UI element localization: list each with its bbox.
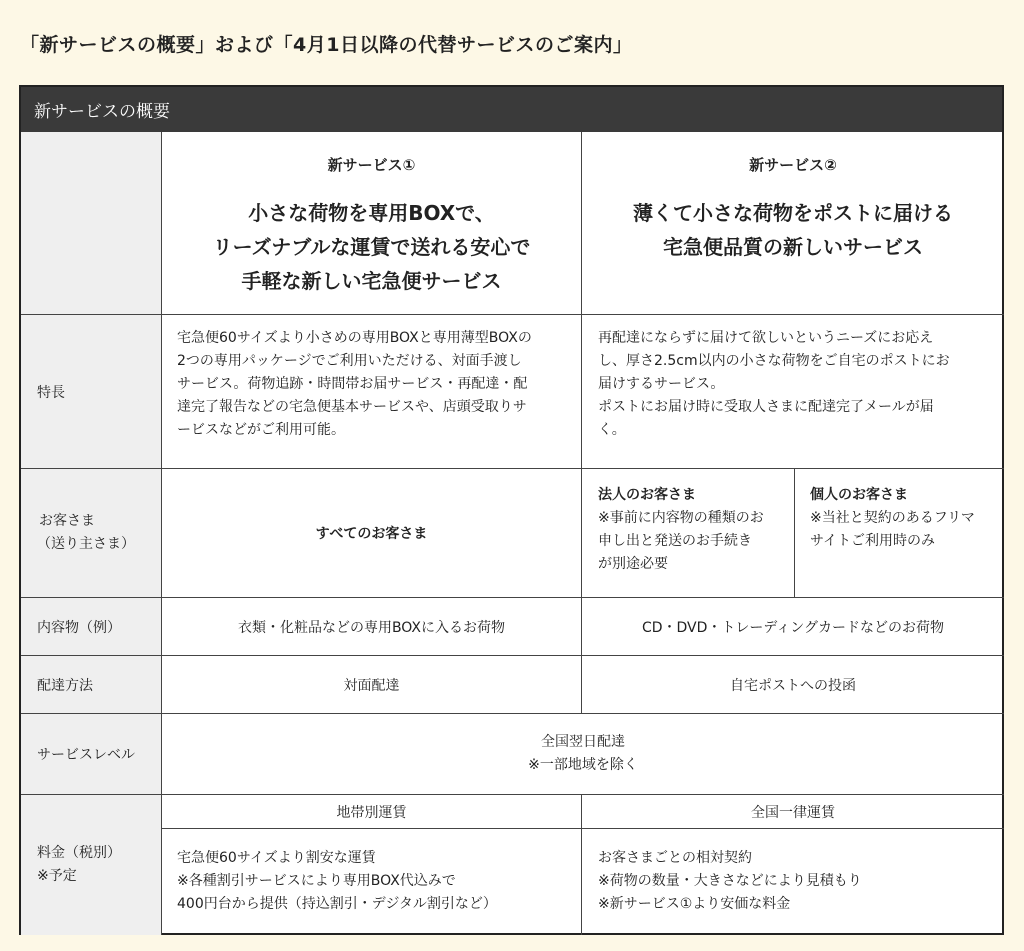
row-label-contents: 内容物（例） — [37, 619, 121, 636]
overview-table — [19, 85, 1004, 935]
customers-individual: 個人のお客さま ※当社と契約のあるフリマ サイトご利用時のみ — [810, 484, 1002, 553]
price-service-2: お客さまごとの相対契約 ※荷物の数量・大きさなどにより見積もり ※新サービス①より安価な料金 — [598, 850, 862, 912]
service-2-header — [582, 132, 1004, 314]
corporate-title: 法人のお客さま — [598, 487, 696, 503]
delivery-service-2: 自宅ポストへの投函 — [730, 677, 856, 694]
features-service-2: 再配達にならずに届けて欲しいというニーズにお応え し、厚さ2.5cm以内の小さな荷物をご自宅のポストにお 届けするサービス。 ポストにお届け時に受取人さまに配達完了メールが届 く。 — [598, 330, 950, 438]
page-title: 「新サービスの概要」および「4月1日以降の代替サービスのご案内」 — [20, 34, 633, 56]
row-label-customers: お客さま （送り主さま） — [37, 513, 135, 552]
individual-title: 個人のお客さま — [810, 487, 908, 503]
service-1-header — [162, 132, 581, 314]
features-service-1: 宅急便60サイズより小さめの専用BOXと専用薄型BOXの 2つの専用パッケージでご利用いただける、対面手渡し サービス。荷物追跡・時間帯お届サービス・再配達・配 達完了報告などの宅急便基本サービスや、店頭受取りサ ービスなどがご利用可能。 — [177, 330, 532, 438]
row-label-delivery: 配達方法 — [37, 677, 93, 694]
row-label-service-level: サービスレベル — [37, 747, 135, 763]
customers-service-1: すべてのお客さま — [315, 526, 428, 542]
row-label-price: 料金（税別） ※予定 — [37, 845, 121, 884]
service-1-description: 小さな荷物を専用BOXで、 リーズナブルな運賃で送れる安心で 手軽な新しい宅急便サービス — [212, 201, 531, 293]
price-service-1-head: 地帯別運賃 — [336, 804, 407, 821]
table-header: 新サービスの概要 — [21, 87, 1002, 132]
service-2-name: 新サービス② — [749, 156, 837, 174]
contents-service-1: 衣類・化粧品などの専用BOXに入るお荷物 — [237, 619, 506, 636]
service-1-name: 新サービス① — [327, 156, 416, 174]
price-service-2-head: 全国一律運賃 — [751, 804, 835, 821]
row-label-features: 特長 — [37, 384, 65, 401]
customers-corporate: 法人のお客さま ※事前に内容物の種類のお 申し出と発送のお手続き が別途必要 — [598, 484, 790, 576]
contents-service-2: CD・DVD・トレーディングカードなどのお荷物 — [641, 619, 945, 636]
service-2-description: 薄くて小さな荷物をポストに届ける 宅急便品質の新しいサービス — [633, 201, 953, 259]
price-service-1: 宅急便60サイズより割安な運賃 ※各種割引サービスにより専用BOX代込みで 400円台から提供（持込割引・デジタル割引など） — [177, 850, 497, 912]
service-level-value: 全国翌日配達 ※一部地域を除く — [528, 734, 638, 773]
delivery-service-1: 対面配達 — [343, 677, 400, 694]
